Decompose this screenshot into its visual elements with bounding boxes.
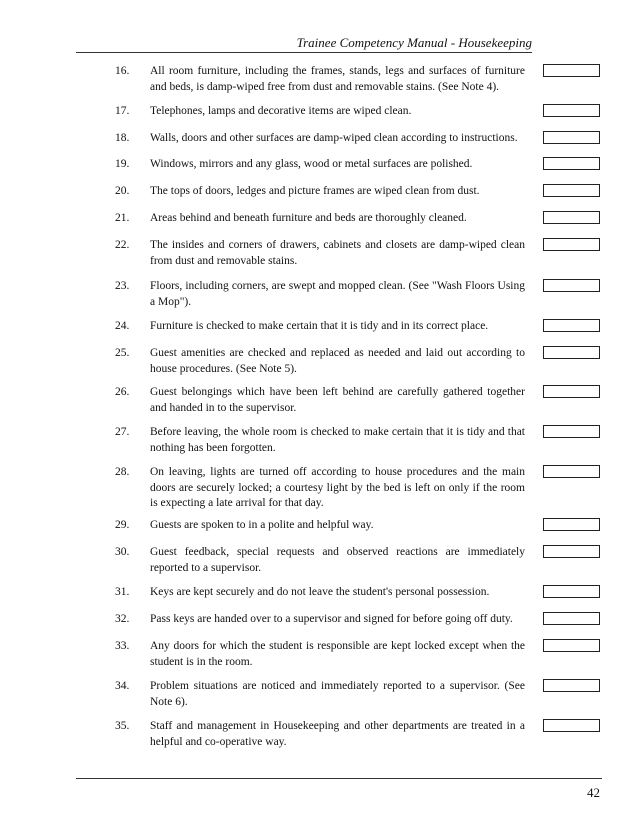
- item-number: 26.: [115, 386, 130, 398]
- checkbox[interactable]: [543, 64, 600, 77]
- item-number: 28.: [115, 466, 130, 478]
- item-text: On leaving, lights are turned off according to house procedures and the main doors are securely locked; a courtesy light by the bed is left on only if the room is expecting a late arrival for that day.: [150, 466, 525, 509]
- checkbox[interactable]: [543, 279, 600, 292]
- checkbox[interactable]: [543, 104, 600, 117]
- item-text: Problem situations are noticed and immediately reported to a supervisor. (See Note 6).: [150, 680, 525, 708]
- item-number: 31.: [115, 586, 130, 598]
- footer-rule: [76, 778, 602, 779]
- checkbox[interactable]: [543, 319, 600, 332]
- item-text: Any doors for which the student is responsible are kept locked except when the student is in the room.: [150, 640, 525, 668]
- item-number: 23.: [115, 280, 130, 292]
- item-text: Guests are spoken to in a polite and helpful way.: [150, 519, 374, 531]
- item-number: 19.: [115, 158, 130, 170]
- item-text: Telephones, lamps and decorative items are wiped clean.: [150, 105, 412, 117]
- checkbox[interactable]: [543, 639, 600, 652]
- page-header-title: Trainee Competency Manual - Housekeeping: [296, 35, 532, 50]
- item-text: Staff and management in Housekeeping and other departments are treated in a helpful and co-operative way.: [150, 720, 525, 748]
- item-text: Before leaving, the whole room is checked to make certain that it is tidy and that nothing has been forgotten.: [150, 426, 525, 454]
- item-text: Walls, doors and other surfaces are damp-wiped clean according to instructions.: [150, 132, 518, 144]
- item-number: 16.: [115, 65, 130, 77]
- item-number: 29.: [115, 519, 130, 531]
- item-text: The insides and corners of drawers, cabinets and closets are damp-wiped clean from dust and removable stains.: [150, 239, 525, 267]
- item-text: Guest belongings which have been left behind are carefully gathered together and handed in to the supervisor.: [150, 386, 525, 414]
- item-text: Windows, mirrors and any glass, wood or metal surfaces are polished.: [150, 158, 473, 170]
- checkbox[interactable]: [543, 131, 600, 144]
- checkbox[interactable]: [543, 465, 600, 478]
- item-number: 35.: [115, 720, 130, 732]
- checkbox[interactable]: [543, 211, 600, 224]
- item-number: 24.: [115, 320, 130, 332]
- item-number: 25.: [115, 347, 130, 359]
- item-number: 17.: [115, 105, 130, 117]
- item-text: Areas behind and beneath furniture and beds are thoroughly cleaned.: [150, 212, 467, 224]
- item-text: Floors, including corners, are swept and mopped clean. (See "Wash Floors Using a Mop").: [150, 280, 525, 308]
- item-text: All room furniture, including the frames, stands, legs and surfaces of furniture and beds, is damp-wiped free from dust and removable stains. (See Note 4).: [150, 65, 525, 93]
- checkbox[interactable]: [543, 545, 600, 558]
- checkbox[interactable]: [543, 385, 600, 398]
- item-text: Furniture is checked to make certain that it is tidy and in its correct place.: [150, 320, 489, 332]
- item-number: 30.: [115, 546, 130, 558]
- checkbox[interactable]: [543, 518, 600, 531]
- item-text: Guest amenities are checked and replaced as needed and laid out according to house procedures. (See Note 5).: [150, 347, 525, 375]
- item-number: 18.: [115, 132, 130, 144]
- item-number: 33.: [115, 640, 130, 652]
- checkbox[interactable]: [543, 157, 600, 170]
- checkbox[interactable]: [543, 238, 600, 251]
- item-number: 34.: [115, 680, 130, 692]
- item-number: 22.: [115, 239, 130, 251]
- item-text: Guest feedback, special requests and observed reactions are immediately reported to a supervisor.: [150, 546, 525, 574]
- item-text: Pass keys are handed over to a supervisor and signed for before going off duty.: [150, 613, 513, 625]
- item-number: 27.: [115, 426, 130, 438]
- checkbox[interactable]: [543, 585, 600, 598]
- item-number: 32.: [115, 613, 130, 625]
- checkbox[interactable]: [543, 612, 600, 625]
- checkbox[interactable]: [543, 184, 600, 197]
- item-number: 21.: [115, 212, 130, 224]
- item-text: The tops of doors, ledges and picture frames are wiped clean from dust.: [150, 185, 480, 197]
- item-number: 20.: [115, 185, 130, 197]
- header-rule: [76, 52, 532, 53]
- checkbox[interactable]: [543, 719, 600, 732]
- checkbox[interactable]: [543, 425, 600, 438]
- page-number: 42: [587, 785, 600, 800]
- checkbox[interactable]: [543, 346, 600, 359]
- item-text: Keys are kept securely and do not leave the student's personal possession.: [150, 586, 490, 598]
- checkbox[interactable]: [543, 679, 600, 692]
